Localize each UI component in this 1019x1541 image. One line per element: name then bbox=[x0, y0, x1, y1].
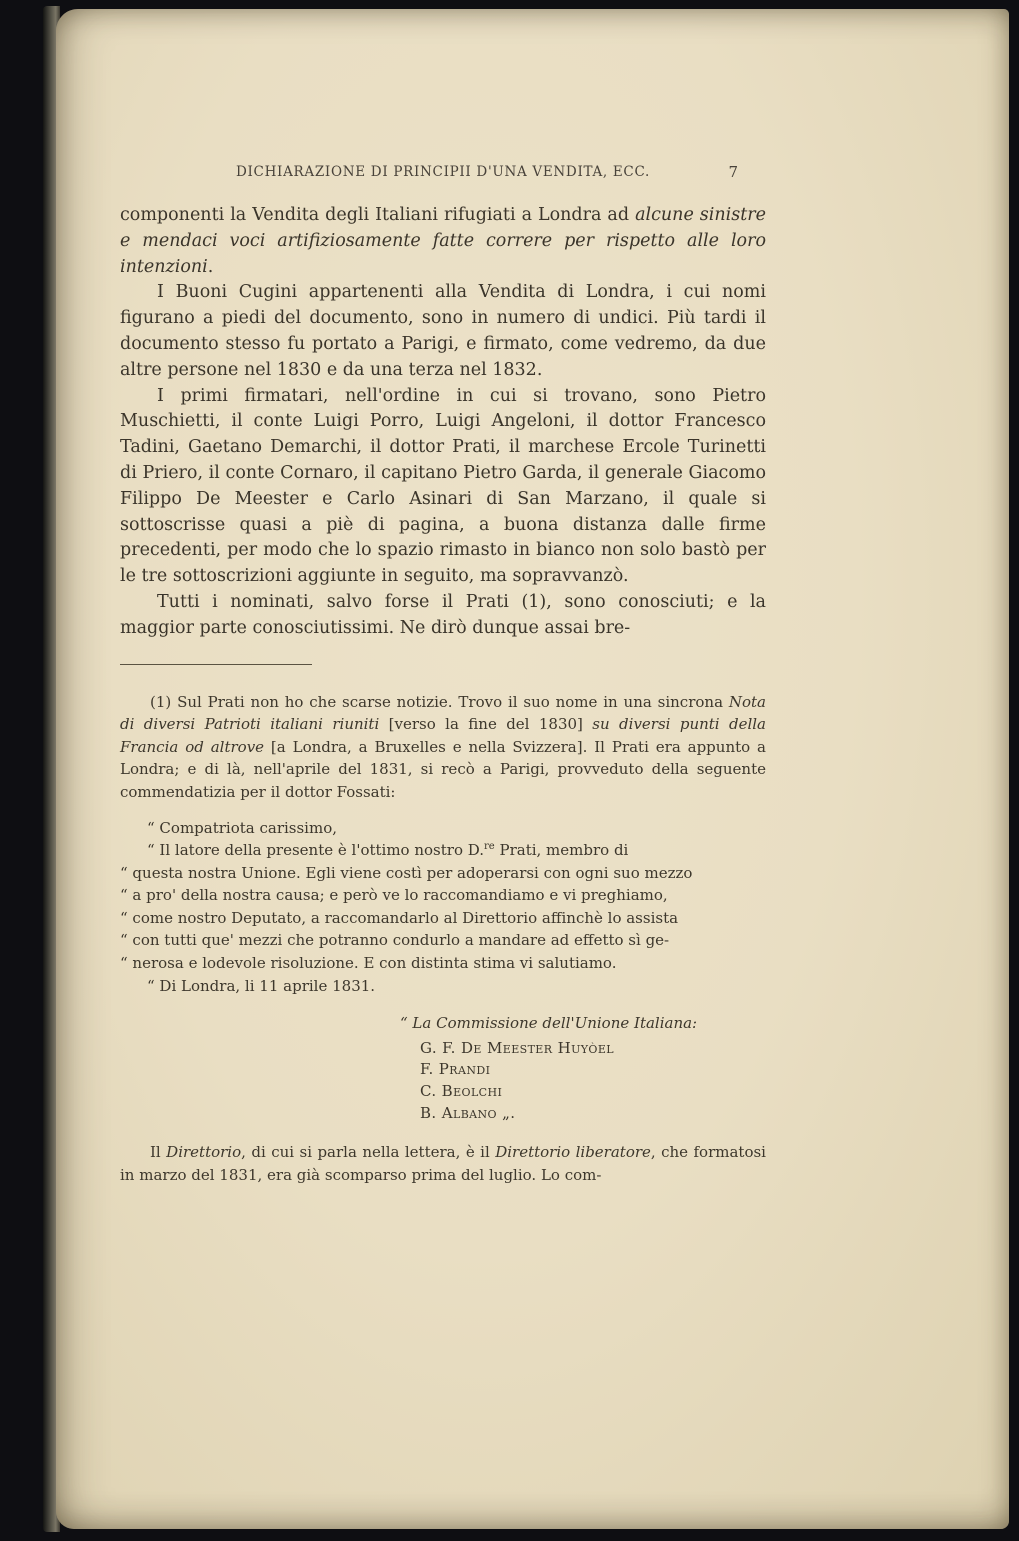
footnote-seg-3: [verso la fine del 1830] bbox=[379, 715, 593, 734]
letter-line-8: “ Di Londra, li 11 aprile 1831. bbox=[147, 976, 376, 995]
letter-line-4: “ a pro' della nostra causa; e però ve lo raccomandiamo e vi preghiamo, bbox=[120, 886, 668, 905]
paragraph-1-italic: alcune sinistre e mendaci voci artifiziosamente fatte correre per rispetto alle loro intenzioni bbox=[120, 205, 766, 277]
running-title: DICHIARAZIONE DI PRINCIPII D'UNA VENDITA, ECC. bbox=[236, 164, 650, 180]
text-block bbox=[120, 9, 766, 1186]
signature-name-2: F. Prandi bbox=[420, 1060, 491, 1079]
body-text bbox=[120, 203, 766, 642]
paragraph-2: I Buoni Cugini appartenenti alla Vendita di Londra, i cui nomi figurano a piedi del documento, sono in numero di undici. Più tardi il documento stesso fu portato a Parigi, e firmato, come vedremo, da due altre persone nel 1830 e da una terza nel 1832. bbox=[120, 282, 766, 380]
footnote-closing-paragraph bbox=[120, 1141, 766, 1186]
footnote-seg-4-italic: su diversi punti della Francia od altrove bbox=[120, 715, 767, 756]
paragraph-1-normal-2: . bbox=[207, 256, 214, 277]
signature-heading: “ La Commissione dell'Unione Italiana: bbox=[400, 1014, 698, 1033]
signature-name-4: B. Albano „. bbox=[420, 1103, 516, 1122]
letter-line-7: “ nerosa e lodevole risoluzione. E con distinta stima vi salutiamo. bbox=[120, 954, 617, 973]
letter-line-2b: Prati, membro di bbox=[494, 841, 629, 860]
signature-name-1: G. F. De Meester Huyòel bbox=[420, 1038, 614, 1057]
signature-names bbox=[420, 1038, 766, 1124]
closing-seg-5: , che formatosi in marzo del 1831, era già scomparso prima del luglio. Lo com- bbox=[120, 1143, 766, 1184]
letter-line-2-superscript: re bbox=[484, 841, 495, 853]
footnote bbox=[120, 691, 766, 1187]
footnote-paragraph bbox=[120, 691, 766, 804]
running-header bbox=[120, 164, 766, 184]
letter-line-2 bbox=[120, 839, 766, 862]
letter-line-3: “ questa nostra Unione. Egli viene costì per adoperarsi con ogni suo mezzo bbox=[120, 863, 693, 882]
letter-line-1: “ Compatriota carissimo, bbox=[147, 818, 338, 837]
signature-name-3: C. Beolchi bbox=[420, 1082, 503, 1101]
footnote-seg-2-italic: Nota di diversi Patrioti italiani riuniti bbox=[120, 692, 766, 734]
paragraph-3: I primi firmatari, nell'ordine in cui si trovano, sono Pietro Muschietti, il conte Luigi Porro, Luigi Angeloni, il dottor Francesco Tadini, Gaetano Demarchi, il dottor Prati, il marchese Ercole Turinetti di Priero, il conte Cornaro, il capitano Pietro Garda, il generale Giacomo Filippo De Meester e Carlo Asinari di San Marzano, il quale si sottoscrisse quasi a piè di pagina, a buona distanza dalle firme precedenti, per modo che lo spazio rimasto in bianco non solo bastò per le tre sottoscrizioni aggiunte in seguito, ma sopravvanzò. bbox=[120, 385, 766, 587]
footnote-seg-5: [a Londra, a Bruxelles e nella Svizzera]. Il Prati era appunto a Londra; e di là, nell'aprile del 1831, si recò a Parigi, provveduto della seguente commendatizia per il dottor Fossati: bbox=[120, 737, 766, 801]
letter-line-6: “ con tutti que' mezzi che potranno condurlo a mandare ad effetto sì ge- bbox=[120, 931, 670, 950]
page-number: 7 bbox=[728, 163, 738, 181]
closing-seg-2-italic: Direttorio bbox=[166, 1143, 242, 1162]
closing-seg-1: Il bbox=[150, 1143, 167, 1162]
footnote-separator-rule bbox=[120, 664, 312, 665]
paragraph-1-normal-1: componenti la Vendita degli Italiani rifugiati a Londra ad bbox=[120, 205, 636, 225]
paragraph-4: Tutti i nominati, salvo forse il Prati (1), sono conosciuti; e la maggior parte conosciutissimi. Ne dirò dunque assai bre- bbox=[120, 591, 766, 638]
closing-seg-3: , di cui si parla nella lettera, è il bbox=[241, 1143, 496, 1162]
letter-line-2a: “ Il latore della presente è l'ottimo nostro D. bbox=[147, 841, 485, 860]
closing-seg-4-italic: Direttorio liberatore bbox=[495, 1143, 651, 1162]
paragraph-1 bbox=[120, 203, 766, 280]
footnote-seg-1: (1) Sul Prati non ho che scarse notizie. Trovo il suo nome in una sincrona bbox=[150, 692, 729, 711]
book-page bbox=[56, 9, 1009, 1529]
letter-line-5: “ come nostro Deputato, a raccomandarlo al Direttorio affinchè lo assista bbox=[120, 908, 679, 927]
quoted-letter bbox=[120, 817, 766, 998]
